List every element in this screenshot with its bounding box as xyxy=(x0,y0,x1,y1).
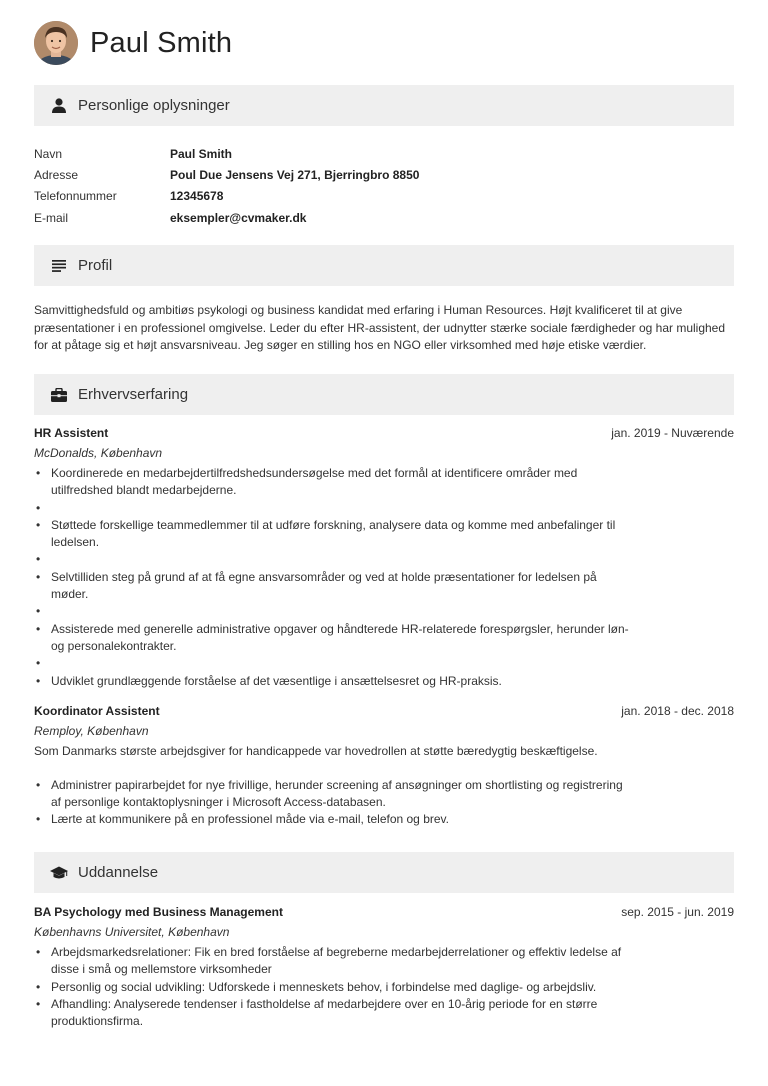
section-experience-header xyxy=(34,374,734,415)
info-value: Poul Due Jensens Vej 271, Bjerringbro 8850 xyxy=(170,167,420,182)
section-title: Erhvervserfaring xyxy=(78,386,189,403)
section-title: Uddannelse xyxy=(78,864,159,881)
person-icon xyxy=(50,97,68,115)
list-item xyxy=(34,655,631,672)
info-value: Paul Smith xyxy=(170,146,233,161)
entry-head xyxy=(34,701,734,721)
job-date: jan. 2019 - Nuværende xyxy=(611,426,734,440)
list-item xyxy=(34,500,631,517)
list-item: • Assisterede med generelle administrative opgaver og håndterede HR-relaterede forespørgsler, herunder løn- og personalekontrakter. xyxy=(34,621,631,656)
list-item xyxy=(34,603,631,620)
list-item: • Arbejdsmarkedsrelationer: Fik en bred forståelse af begreberne medarbejderrelationer og effektiv ledelse af disse i små og mellemstore virksomheder xyxy=(34,944,631,979)
job-bullets xyxy=(34,465,734,690)
entry-head xyxy=(34,423,734,443)
info-row-address xyxy=(34,164,734,185)
info-label: Adresse xyxy=(34,167,79,182)
job-company: McDonalds, København xyxy=(34,446,163,460)
info-label: E-mail xyxy=(34,210,69,225)
avatar xyxy=(34,21,78,65)
job-description: Som Danmarks største arbejdsgiver for handicappede var hovedrollen at støtte bæredygtig beskæftigelse. xyxy=(34,744,598,758)
degree-bullets xyxy=(34,944,734,1030)
profile-text: Samvittighedsfuld og ambitiøs psykologi og business kandidat med erfaring i Human Resources. Højt kvalificeret til at give præsentationer i en professionel omgivelse. Leder du efter HR-assistent, der udnytter stærke sociale færdigheder og har mulighed for at påtage sig et højt ansvarsniveau. Jeg søger en stilling hos en NGO eller virksomhed med høje etiske værdier. xyxy=(34,303,726,352)
degree-date: sep. 2015 - jun. 2019 xyxy=(621,905,734,919)
section-title: Profil xyxy=(78,257,113,274)
info-row-email xyxy=(34,207,734,228)
job-company: Remploy, København xyxy=(34,724,149,738)
school-name: Københavns Universitet, København xyxy=(34,925,230,939)
experience-entry xyxy=(34,701,734,828)
section-personal-header xyxy=(34,85,734,126)
info-value: 12345678 xyxy=(170,189,224,204)
section-title: Personlige oplysninger xyxy=(78,97,230,114)
lines-icon xyxy=(50,257,68,275)
job-title: HR Assistent xyxy=(34,426,109,440)
info-value: eksempler@cvmaker.dk xyxy=(170,210,307,225)
list-item: • Lærte at kommunikere på en professionel måde via e-mail, telefon og brev. xyxy=(34,811,631,828)
degree-title: BA Psychology med Business Management xyxy=(34,905,283,919)
list-item xyxy=(34,551,631,568)
resume-header xyxy=(34,20,232,66)
experience-entry xyxy=(34,423,734,690)
list-item: • Udviklet grundlæggende forståelse af det væsentlige i ansættelsesret og HR-praksis. xyxy=(34,673,631,690)
list-item: • Koordinerede en medarbejdertilfredshedsundersøgelse med det formål at identificere områder med utilfredshed blandt medarbejderne. xyxy=(34,465,631,500)
education-entry xyxy=(34,902,734,1030)
info-row-phone xyxy=(34,186,734,207)
section-education-header xyxy=(34,852,734,893)
briefcase-icon xyxy=(50,386,68,404)
graduation-cap-icon xyxy=(50,864,68,882)
candidate-name: Paul Smith xyxy=(90,26,233,59)
info-label: Telefonnummer xyxy=(34,189,117,204)
info-row-name xyxy=(34,143,734,164)
list-item: • Selvtilliden steg på grund af at få egne ansvarsområder og ved at holde præsentationer for ledelsen på møder. xyxy=(34,569,631,604)
list-item: • Afhandling: Analyserede tendenser i fastholdelse af medarbejdere over en 10-årig periode for en større produktionsfirma. xyxy=(34,996,631,1031)
list-item: • Støttede forskellige teammedlemmer til at udføre forskning, analysere data og komme med anbefalinger til ledelsen. xyxy=(34,517,631,552)
section-profile-header xyxy=(34,245,734,286)
job-date: jan. 2018 - dec. 2018 xyxy=(621,704,734,718)
personal-info xyxy=(34,143,734,228)
list-item: • Personlig og social udvikling: Udforskede i menneskets behov, i forbindelse med daglige- og arbejdsliv. xyxy=(34,979,631,996)
info-label: Navn xyxy=(34,146,63,161)
job-title: Koordinator Assistent xyxy=(34,704,160,718)
entry-head xyxy=(34,902,734,922)
list-item: • Administrer papirarbejdet for nye frivillige, herunder screening af ansøgninger om shortlisting og registrering af personlige kontaktoplysninger i Microsoft Access-databasen. xyxy=(34,777,631,812)
job-bullets xyxy=(34,777,734,829)
